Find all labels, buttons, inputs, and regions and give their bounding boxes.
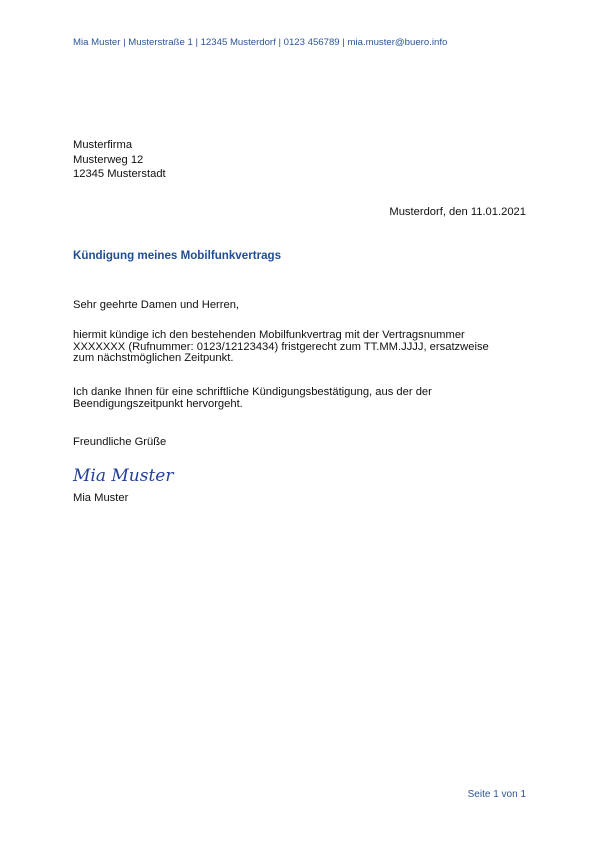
body-paragraph-1-line: XXXXXXX (Rufnummer: 0123/12123434) fristgerecht zum TT.MM.JJJJ, ersatzweise: [73, 340, 489, 353]
page-number: Seite 1 von 1: [467, 789, 526, 800]
letter-subject: Kündigung meines Mobilfunkvertrags: [73, 249, 282, 262]
closing-phrase: Freundliche Grüße: [73, 436, 167, 448]
place-date-line: Musterdorf, den 11.01.2021: [389, 206, 526, 218]
body-paragraph-1: [73, 330, 533, 365]
salutation: Sehr geehrte Damen und Herren,: [73, 299, 240, 311]
printed-signer-name: Mia Muster: [73, 492, 129, 504]
body-paragraph-2-line: Beendigungszeitpunkt hervorgeht.: [73, 397, 243, 410]
recipient-company: Musterfirma: [73, 139, 133, 151]
body-paragraph-2: [73, 387, 533, 410]
recipient-address: [73, 138, 166, 182]
body-paragraph-1-line: zum nächstmöglichen Zeitpunkt.: [73, 352, 234, 364]
recipient-city: 12345 Musterstadt: [73, 168, 166, 180]
sender-contact-line: Mia Muster | Musterstraße 1 | 12345 Musterdorf | 0123 456789 | mia.muster@buero.info: [73, 37, 448, 48]
recipient-street: Musterweg 12: [73, 153, 144, 166]
body-paragraph-2-line: Ich danke Ihnen für eine schriftliche Kündigungsbestätigung, aus der der: [73, 386, 432, 398]
handwritten-signature: Mia Muster: [73, 466, 174, 486]
body-paragraph-1-line: hiermit kündige ich den bestehenden Mobilfunkvertrag mit der Vertragsnummer: [73, 329, 465, 341]
